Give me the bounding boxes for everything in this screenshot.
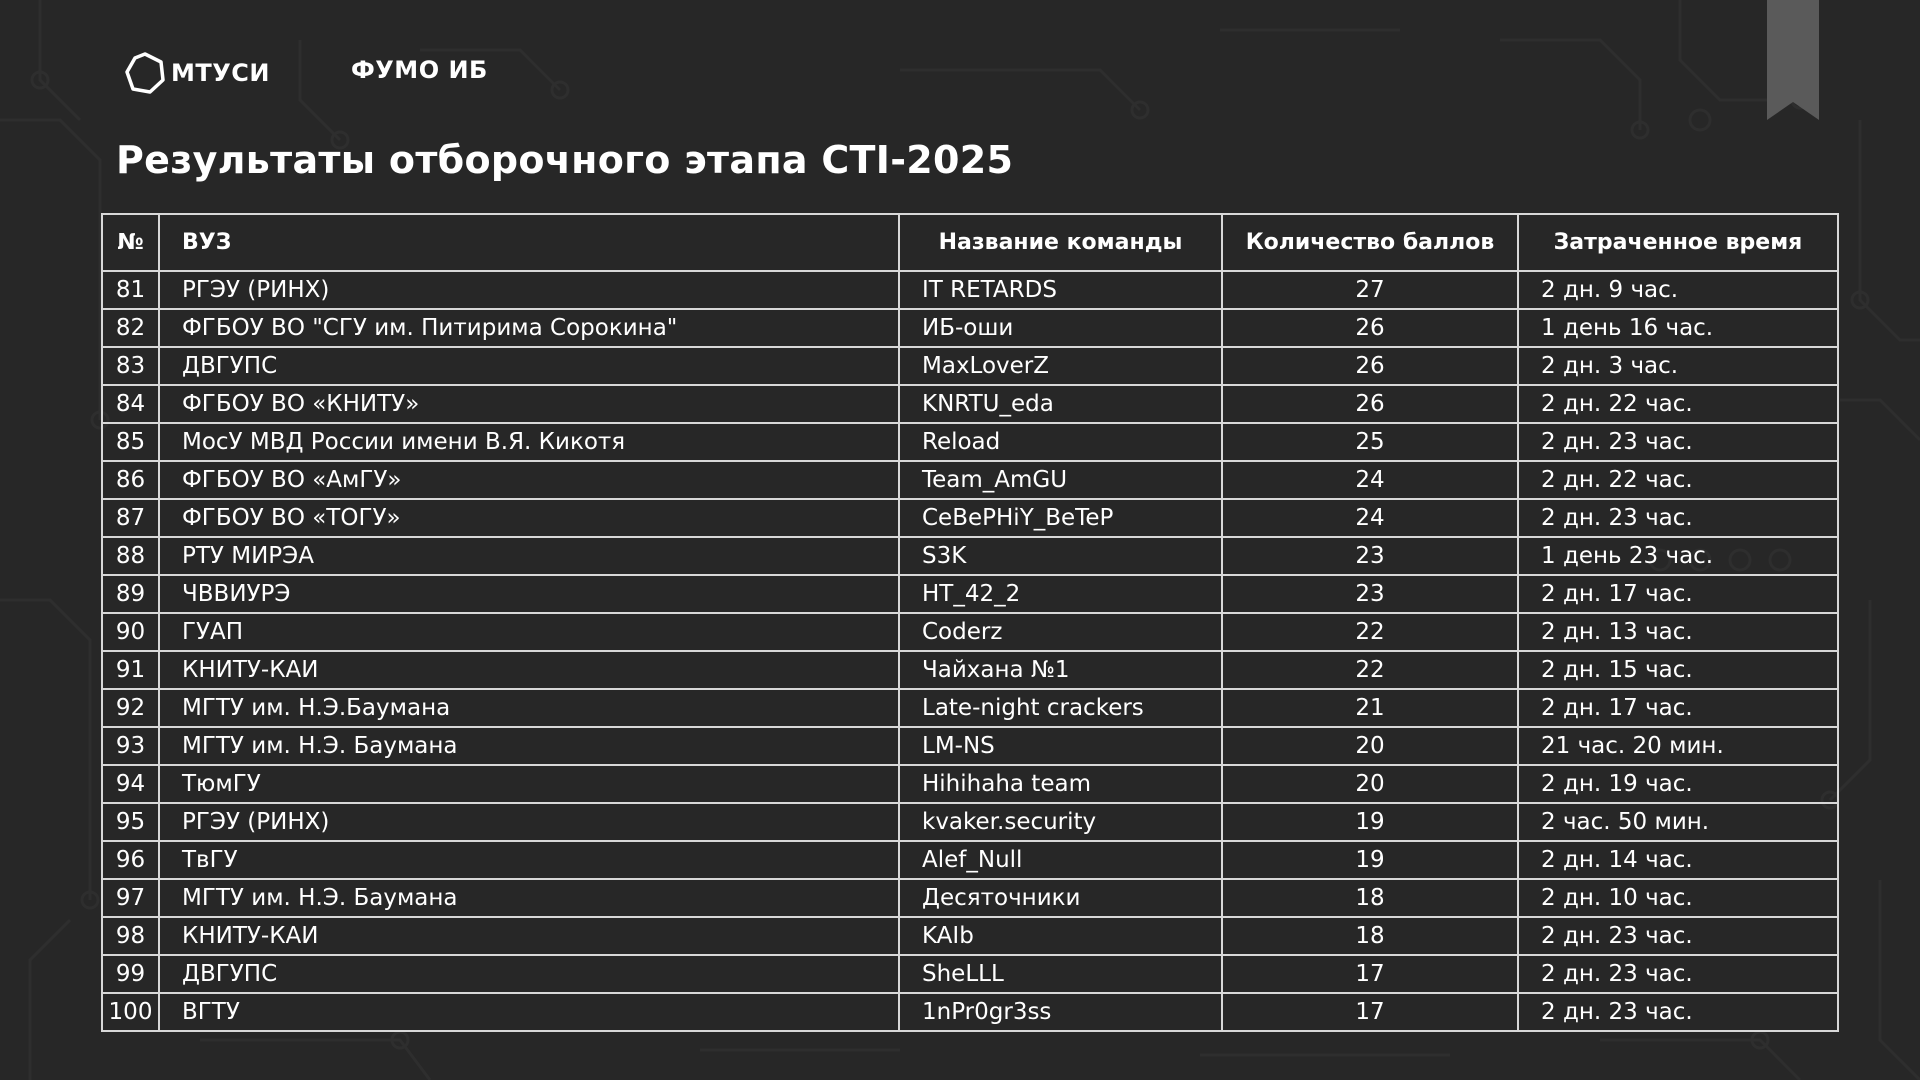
table-row [102,347,1838,385]
table-row [102,765,1838,803]
row-time-spent: 2 дн. 10 час. [1518,879,1838,917]
table-row [102,575,1838,613]
row-score: 22 [1222,651,1518,689]
row-number: 93 [102,727,159,765]
row-score: 24 [1222,461,1518,499]
row-team-name: MaxLoverZ [899,347,1222,385]
row-university: КНИТУ-КАИ [159,651,899,689]
row-score: 27 [1222,271,1518,309]
row-team-name: Чайхана №1 [899,651,1222,689]
row-university: ФГБОУ ВО "СГУ им. Питирима Сорокина" [159,309,899,347]
row-time-spent: 2 дн. 22 час. [1518,461,1838,499]
row-score: 19 [1222,803,1518,841]
row-number: 91 [102,651,159,689]
row-team-name: ИБ-оши [899,309,1222,347]
row-number: 90 [102,613,159,651]
row-university: РГЭУ (РИНХ) [159,803,899,841]
row-number: 88 [102,537,159,575]
row-score: 26 [1222,347,1518,385]
table-row [102,993,1838,1031]
row-university: ДВГУПС [159,955,899,993]
table-row [102,651,1838,689]
row-university: ФГБОУ ВО «КНИТУ» [159,385,899,423]
header-time-spent: Затраченное время [1518,214,1838,271]
hexagon-logo-icon [123,51,167,95]
row-number: 96 [102,841,159,879]
row-time-spent: 2 дн. 13 час. [1518,613,1838,651]
row-number: 82 [102,309,159,347]
row-score: 20 [1222,765,1518,803]
row-number: 95 [102,803,159,841]
row-university: ФГБОУ ВО «АмГУ» [159,461,899,499]
table-row [102,537,1838,575]
row-team-name: Alef_Null [899,841,1222,879]
row-score: 22 [1222,613,1518,651]
row-time-spent: 2 дн. 14 час. [1518,841,1838,879]
header-university: ВУЗ [159,214,899,271]
mtuci-logo [123,52,270,94]
row-time-spent: 2 час. 50 мин. [1518,803,1838,841]
row-university: ЧВВИУРЭ [159,575,899,613]
row-time-spent: 2 дн. 23 час. [1518,917,1838,955]
row-university: ГУАП [159,613,899,651]
table-row [102,955,1838,993]
row-time-spent: 2 дн. 17 час. [1518,689,1838,727]
row-time-spent: 1 день 23 час. [1518,537,1838,575]
row-team-name: 1nPr0gr3ss [899,993,1222,1031]
row-number: 84 [102,385,159,423]
table-row [102,423,1838,461]
row-number: 89 [102,575,159,613]
row-university: РГЭУ (РИНХ) [159,271,899,309]
row-team-name: Team_AmGU [899,461,1222,499]
row-team-name: Coderz [899,613,1222,651]
row-number: 86 [102,461,159,499]
row-score: 26 [1222,385,1518,423]
row-time-spent: 2 дн. 23 час. [1518,955,1838,993]
row-time-spent: 2 дн. 23 час. [1518,499,1838,537]
row-number: 100 [102,993,159,1031]
table-row [102,461,1838,499]
row-number: 85 [102,423,159,461]
row-score: 25 [1222,423,1518,461]
row-team-name: Десяточники [899,879,1222,917]
row-score: 17 [1222,993,1518,1031]
row-team-name: IT RETARDS [899,271,1222,309]
table-row [102,309,1838,347]
row-time-spent: 2 дн. 22 час. [1518,385,1838,423]
row-team-name: KNRTU_eda [899,385,1222,423]
fumo-ib-logo-text: ФУМО ИБ [351,56,488,84]
row-team-name: kvaker.security [899,803,1222,841]
row-number: 99 [102,955,159,993]
row-number: 94 [102,765,159,803]
row-number: 98 [102,917,159,955]
results-table [101,213,1839,1032]
row-score: 18 [1222,917,1518,955]
header-team-name: Название команды [899,214,1222,271]
row-university: МосУ МВД России имени В.Я. Кикотя [159,423,899,461]
row-score: 20 [1222,727,1518,765]
row-team-name: S3K [899,537,1222,575]
bookmark-icon [1767,0,1819,120]
row-time-spent: 2 дн. 19 час. [1518,765,1838,803]
row-university: ДВГУПС [159,347,899,385]
row-number: 83 [102,347,159,385]
row-score: 26 [1222,309,1518,347]
row-score: 17 [1222,955,1518,993]
table-row [102,499,1838,537]
row-number: 81 [102,271,159,309]
row-university: ФГБОУ ВО «ТОГУ» [159,499,899,537]
table-row [102,271,1838,309]
row-time-spent: 2 дн. 23 час. [1518,993,1838,1031]
row-time-spent: 2 дн. 9 час. [1518,271,1838,309]
row-university: ВГТУ [159,993,899,1031]
row-team-name: LM-NS [899,727,1222,765]
table-row [102,879,1838,917]
table-row [102,613,1838,651]
row-team-name: SheLLL [899,955,1222,993]
row-score: 23 [1222,537,1518,575]
table-row [102,727,1838,765]
row-score: 18 [1222,879,1518,917]
row-university: ТюмГУ [159,765,899,803]
mtuci-logo-text: МТУСИ [171,59,270,87]
row-time-spent: 2 дн. 23 час. [1518,423,1838,461]
row-time-spent: 2 дн. 15 час. [1518,651,1838,689]
row-university: МГТУ им. Н.Э. Баумана [159,879,899,917]
row-number: 92 [102,689,159,727]
table-row [102,917,1838,955]
row-time-spent: 2 дн. 3 час. [1518,347,1838,385]
row-university: МГТУ им. Н.Э.Баумана [159,689,899,727]
row-time-spent: 21 час. 20 мин. [1518,727,1838,765]
table-header-row [102,214,1838,271]
header-score: Количество баллов [1222,214,1518,271]
row-university: ТвГУ [159,841,899,879]
header-number: № [102,214,159,271]
row-score: 23 [1222,575,1518,613]
row-team-name: CeBePHiY_BeTeP [899,499,1222,537]
row-university: РТУ МИРЭА [159,537,899,575]
row-team-name: KAIb [899,917,1222,955]
row-number: 87 [102,499,159,537]
row-time-spent: 1 день 16 час. [1518,309,1838,347]
row-score: 24 [1222,499,1518,537]
row-team-name: HT_42_2 [899,575,1222,613]
row-time-spent: 2 дн. 17 час. [1518,575,1838,613]
row-team-name: Hihihaha team [899,765,1222,803]
table-row [102,841,1838,879]
row-university: МГТУ им. Н.Э. Баумана [159,727,899,765]
row-team-name: Reload [899,423,1222,461]
row-score: 19 [1222,841,1518,879]
table-row [102,803,1838,841]
table-row [102,385,1838,423]
row-score: 21 [1222,689,1518,727]
row-team-name: Late-night crackers [899,689,1222,727]
page-title: Результаты отборочного этапа CTI-2025 [116,138,1014,182]
table-row [102,689,1838,727]
row-number: 97 [102,879,159,917]
row-university: КНИТУ-КАИ [159,917,899,955]
